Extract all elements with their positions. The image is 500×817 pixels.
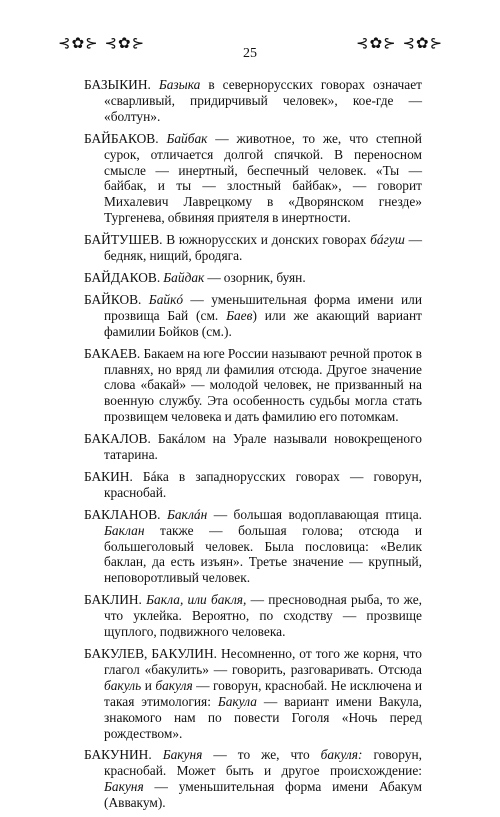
entry-text: ) или же акающий вариант фамилии Бойков (см.). [104,307,422,339]
entry-text: Бакаем на юге России называют речной проток в плавнях, но вряд ли фамилия отсюда. Другое значение слова «бакай» — молодой человек, не призванный на военную службу. Эта особенность судьбы могла стать прозвищем человека и дать фамилию его потомкам. [104,345,422,425]
entry-text: — говорун, краснобай. Не исключена и такая этимология: [104,677,423,709]
ornament-right: ⊰✿⊱ ⊰✿⊱ [356,34,444,52]
page-number: 25 [243,46,257,61]
entry-italic-term: Баев [226,307,253,323]
entry-headword: БАЙТУШЕВ. [84,232,163,248]
dictionary-entry [84,507,422,587]
dictionary-entries [84,77,422,817]
entry-headword: БАКИН. [84,468,133,484]
dictionary-entry [84,747,422,811]
entry-italic-term: бакуля: [320,747,363,763]
entry-headword: БАКЛИН. [84,592,142,608]
entry-headword: БАЙБАКОВ. [84,130,159,146]
entry-text: Бакáлом на Урале называли новокрещеного татарина. [104,431,422,463]
entry-italic-term: Байкó [148,291,184,307]
entry-italic-term: бáгуш [370,232,405,248]
dictionary-entry [84,270,422,286]
entry-italic-term: Бакла, или бакля, [146,592,247,608]
dictionary-entry [84,431,422,463]
entry-text: также — большая голова; отсюда и большеголовый человек. Была пословица: «Велик баклан, да есть изъян». Третье значение — крупный, неповоротливый человек. [104,522,422,586]
dictionary-entry [84,292,422,340]
entry-italic-term: бакуль [104,677,142,693]
entry-headword: БАЙДАКОВ. [84,269,161,285]
entry-italic-term: Баклáн [166,506,208,522]
entry-italic-term: Бакуня [162,747,203,763]
ornament-left: ⊰✿⊱ ⊰✿⊱ [58,34,146,52]
entry-headword: БАКУНИН. [84,747,152,763]
entry-headword: БАЗЫКИН. [84,77,151,92]
entry-text: — уменьшительная форма имени Абакум (Аввакум). [104,779,422,811]
entry-italic-term: Базыка [158,77,201,92]
entry-text: — то же, что [202,747,321,763]
entry-italic-term: Бакуня [104,779,144,795]
entry-italic-term: Байдак [163,269,205,285]
entry-headword: БАКАЕВ. [84,345,141,361]
entry-italic-term: Байбак [166,130,208,146]
entry-text: — озорник, буян. [204,269,306,285]
entry-headword: БАЙКОВ. [84,291,142,307]
entry-text: говорун, краснобай. Может быть и другое происхождение: [104,747,422,779]
entry-italic-term: бакуля [155,677,193,693]
dictionary-entry [84,131,422,226]
entry-text: и [141,677,156,693]
dictionary-entry [84,232,422,264]
entry-text: — вариант имени Вакула, знакомого нам по повести Гоголя «Ночь перед рождеством». [104,693,422,741]
entry-text: — животное, то же, что степной сурок, отличается долгой спячкой. В переносном смысле — инертный, беспечный человек. «Ты — байбак, и ты — злостный байбак», — говорит Михалевич Лаврецкому в «Дворянском гнезде» Тургенева, обвиняя приятеля в инертности. [104,130,422,226]
entry-headword: БАКУЛЕВ, БАКУЛИН. [84,646,217,661]
dictionary-entry [84,77,422,125]
entry-italic-term: Бакула [217,693,257,709]
entry-headword: БАКЛАНОВ. [84,506,161,522]
entry-headword: БАКАЛОВ. [84,431,151,447]
dictionary-entry [84,646,422,741]
entry-text: в севернорусских говорах означает «сварливый, придирчивый человек», кое-где — «болтун». [104,77,422,124]
entry-text: — уменьшительная форма имени или прозвища Бай (см. [104,291,422,323]
entry-italic-term: Баклан [104,522,145,538]
dictionary-entry [84,346,422,426]
dictionary-entry [84,469,422,501]
entry-text: Несомненно, от того же корня, что глагол «бакулить» — говорить, разговаривать. Отсюда [104,646,422,677]
entry-text: — бедняк, нищий, бродяга. [104,232,422,264]
entry-text: — пресноводная рыба, то же, что уклейка. Вероятно, по сходству — прозвище щуплого, подвижного человека. [104,592,422,640]
dictionary-entry [84,592,422,640]
entry-text: В южнорусских и донских говорах [166,232,371,248]
entry-text: Бáка в западнорусских говорах — говорун, краснобай. [104,468,422,500]
entry-text: — большая водоплавающая птица. [207,506,422,522]
